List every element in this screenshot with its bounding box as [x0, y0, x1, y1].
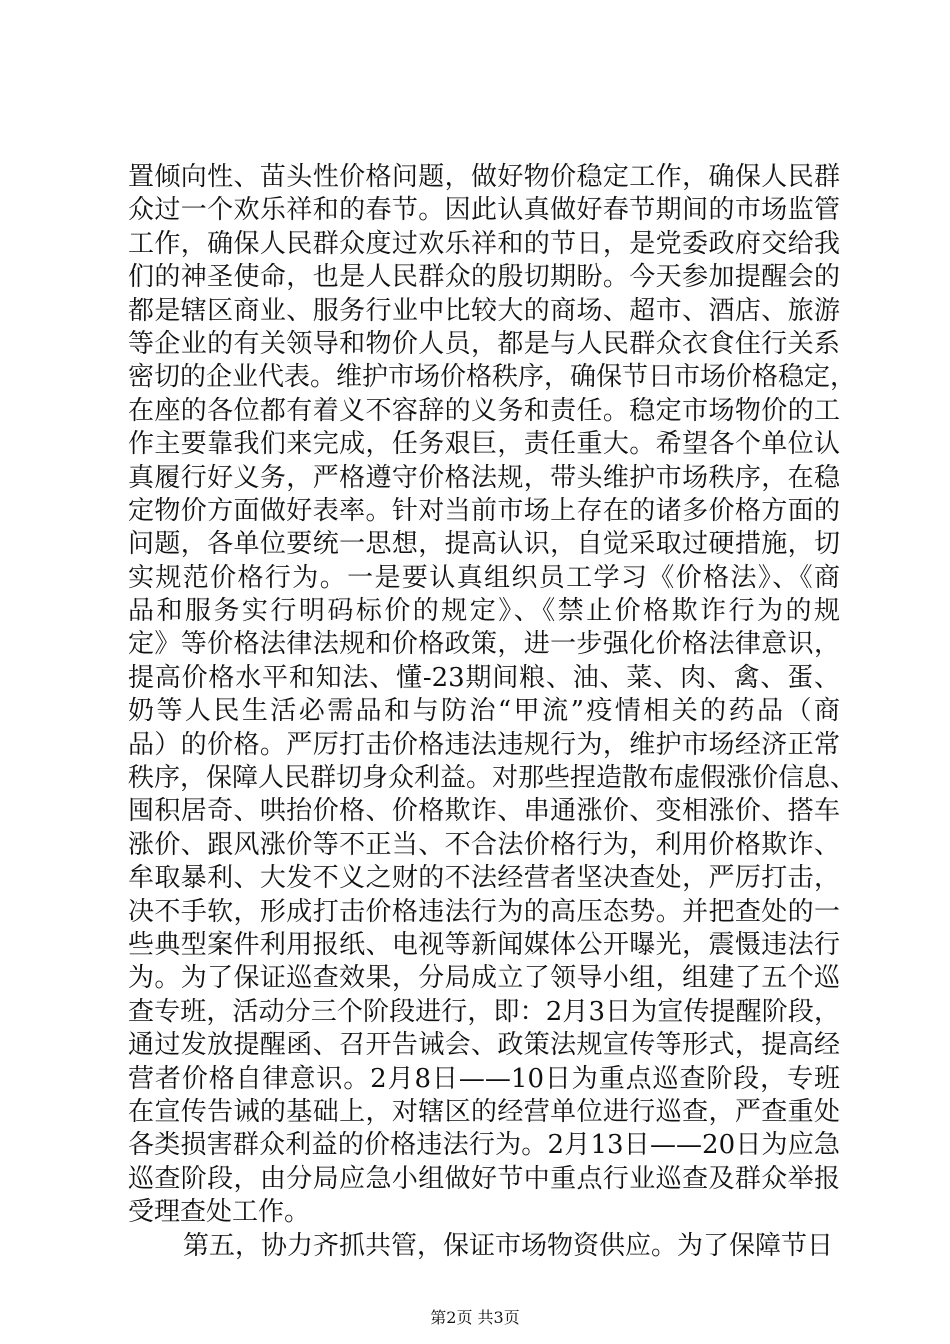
text-line: 各类损害群众利益的价格违法行为。2月13日——20日为应急 [128, 1130, 840, 1161]
text-line: 定物价方面做好表率。针对当前市场上存在的诸多价格方面的 [128, 495, 840, 526]
text-line: 查专班，活动分三个阶段进行，即：2月3日为宣传提醒阶段， [128, 996, 840, 1027]
text-line: 在宣传告诫的基础上，对辖区的经营单位进行巡查，严查重处 [128, 1096, 840, 1127]
text-line: 置倾向性、苗头性价格问题，做好物价稳定工作，确保人民群 [128, 162, 840, 192]
page-number-footer: 第2页 共3页 [430, 1308, 520, 1327]
text-line: 都是辖区商业、服务行业中比较大的商场、超市、酒店、旅游 [128, 295, 840, 326]
text-line: 营者价格自律意识。2月8日——10日为重点巡查阶段，专班 [128, 1063, 840, 1094]
text-line: 些典型案件利用报纸、电视等新闻媒体公开曝光，震慑违法行 [128, 929, 840, 960]
text-line: 工作，确保人民群众度过欢乐祥和的节日，是党委政府交给我 [128, 228, 840, 259]
text-line: 众过一个欢乐祥和的春节。因此认真做好春节期间的市场监管 [128, 195, 840, 226]
text-line: 等企业的有关领导和物价人员，都是与人民群众衣食住行关系 [128, 328, 840, 359]
text-line: 秩序，保障人民群切身众利益。对那些捏造散布虚假涨价信息、 [128, 763, 857, 794]
text-line: 决不手软，形成打击价格违法行为的高压态势。并把查处的一 [128, 896, 840, 927]
text-line: 品）的价格。严厉打击价格违法违规行为，维护市场经济正常 [128, 729, 840, 760]
text-line: 囤积居奇、哄抬价格、价格欺诈、串通涨价、变相涨价、搭车 [128, 796, 840, 827]
text-line: 提高价格水平和知法、懂-23期间粮、油、菜、肉、禽、蛋、 [128, 662, 840, 693]
body-text [128, 161, 857, 1263]
text-line: 牟取暴利、大发不义之财的不法经营者坚决查处，严厉打击， [128, 863, 840, 894]
text-line: 作主要靠我们来完成，任务艰巨，责任重大。希望各个单位认 [128, 429, 840, 460]
paragraph-end-line: 受理查处工作。 [128, 1197, 311, 1228]
text-line: 在座的各位都有着义不容辞的义务和责任。稳定市场物价的工 [128, 395, 840, 426]
text-line: 实规范价格行为。一是要认真组织员工学习《价格法》、《商 [128, 562, 840, 593]
text-line: 为。为了保证巡查效果，分局成立了领导小组，组建了五个巡 [128, 963, 840, 994]
text-line: 定》等价格法律法规和价格政策，进一步强化价格法律意识， [128, 629, 840, 660]
paragraph-start-line: 第五，协力齐抓共管，保证市场物资供应。为了保障节日 [183, 1230, 834, 1261]
text-line: 问题，各单位要统一思想，提高认识，自觉采取过硬措施，切 [128, 529, 840, 560]
text-line: 奶等人民生活必需品和与防治“甲流”疫情相关的药品（商 [128, 696, 840, 727]
text-line: 涨价、跟风涨价等不正当、不合法价格行为，利用价格欺诈、 [128, 829, 840, 860]
text-line: 们的神圣使命，也是人民群众的殷切期盼。今天参加提醒会的 [128, 262, 840, 293]
text-line: 密切的企业代表。维护市场价格秩序，确保节日市场价格稳定， [128, 362, 857, 393]
text-line: 巡查阶段，由分局应急小组做好节中重点行业巡查及群众举报 [128, 1163, 840, 1194]
text-line: 品和服务实行明码标价的规定》、《禁止价格欺诈行为的规 [128, 596, 840, 627]
text-line: 真履行好义务，严格遵守价格法规，带头维护市场秩序，在稳 [128, 462, 840, 493]
text-line: 通过发放提醒函、召开告诫会、政策法规宣传等形式，提高经 [128, 1030, 840, 1061]
